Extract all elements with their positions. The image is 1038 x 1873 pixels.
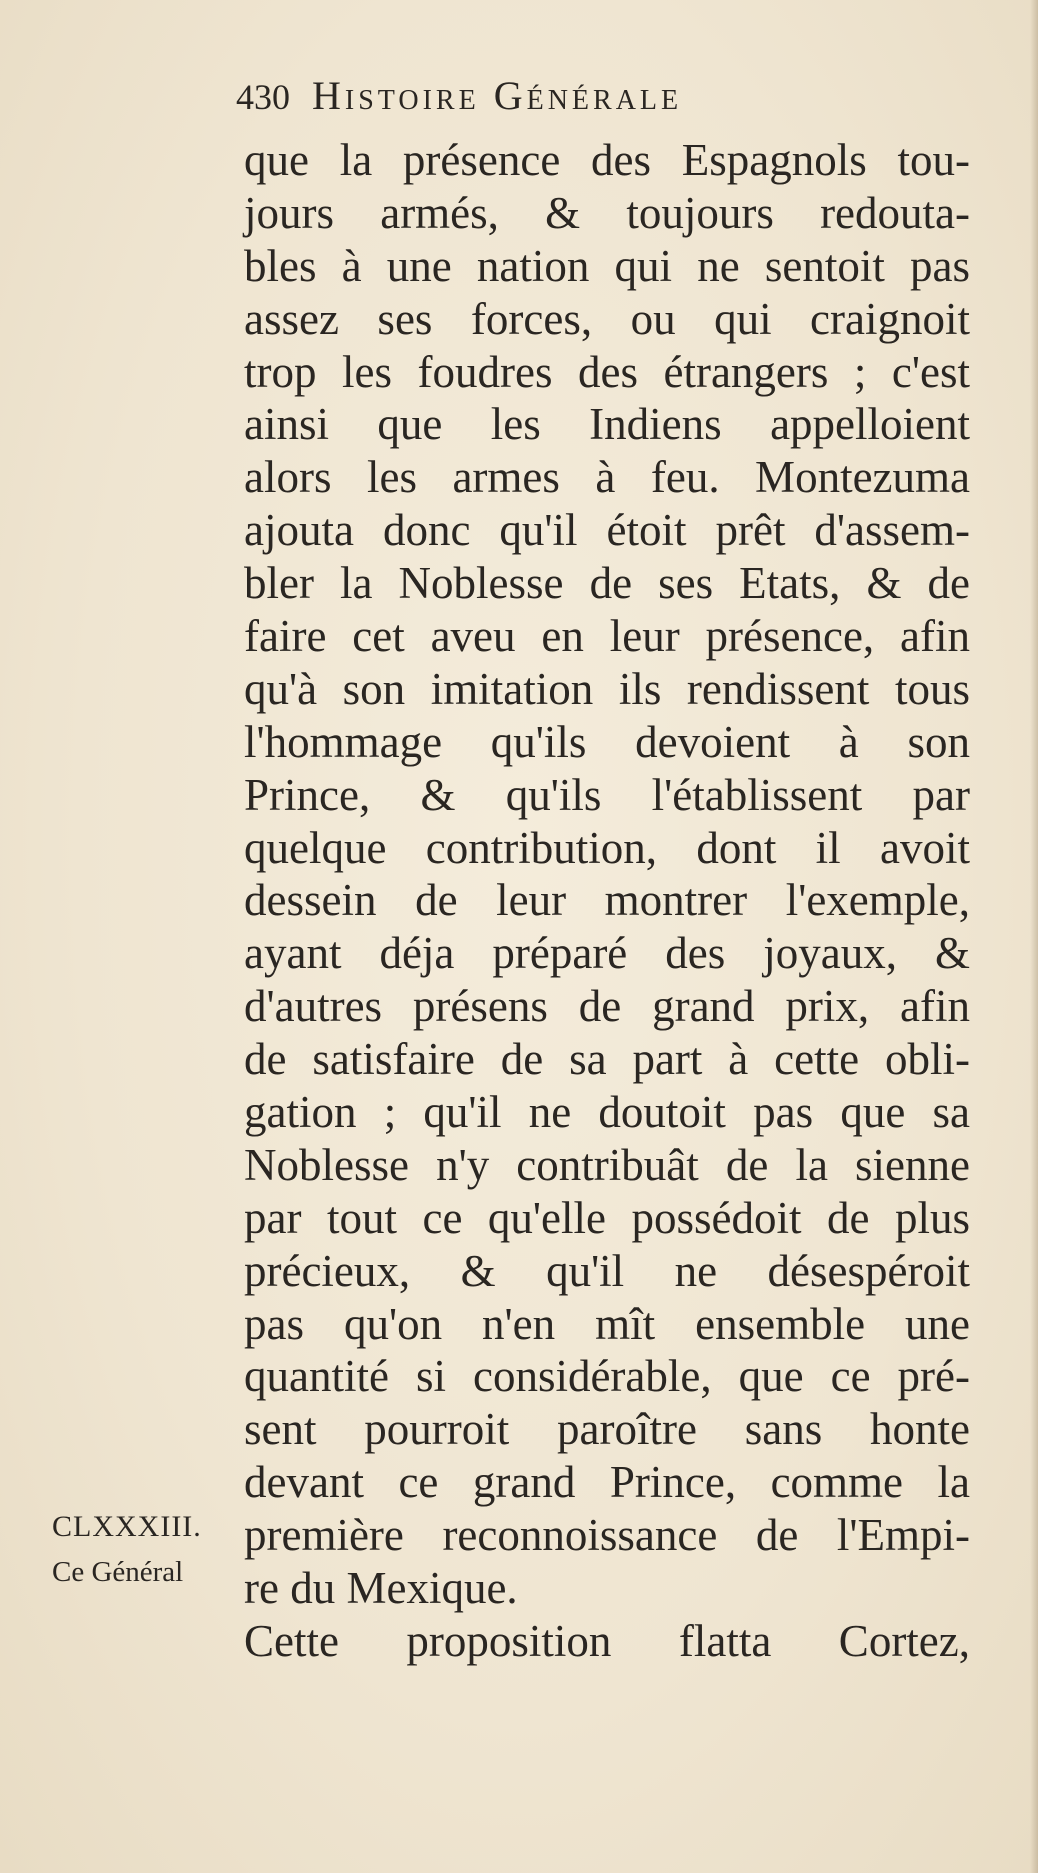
text-line: faire cet aveu en leur présence, afin [244, 611, 970, 662]
page-edge-shadow [1030, 0, 1038, 1873]
text-line: Noblesse n'y contribuât de la sienne [244, 1139, 970, 1190]
text-line: Prince, & qu'ils l'établissent par [244, 769, 970, 820]
text-line: dessein de leur montrer l'exemple, [244, 875, 970, 926]
text-line: première reconnoissance de l'Empi- [244, 1510, 970, 1561]
marginal-note: Ce Général [52, 1556, 184, 1588]
text-line: sent pourroit paroître sans honte [244, 1404, 970, 1455]
text-line: que la présence des Espagnols tou- [244, 135, 970, 185]
running-title: Histoire Générale [312, 73, 683, 118]
text-line: quelque contribution, dont il avoit [244, 822, 970, 873]
body-text [244, 134, 970, 1668]
text-line: bler la Noblesse de ses Etats, & de [244, 558, 970, 609]
text-line: re du Mexique. [244, 1563, 518, 1614]
text-line: devant ce grand Prince, comme la [244, 1457, 970, 1508]
text-line: quantité si considérable, que ce pré- [244, 1351, 970, 1402]
text-line: pas qu'on n'en mît ensemble une [244, 1298, 970, 1349]
text-line: ajouta donc qu'il étoit prêt d'assem- [244, 505, 970, 556]
running-head [236, 72, 956, 122]
text-line: ayant déja préparé des joyaux, & [244, 928, 970, 979]
text-line: gation ; qu'il ne doutoit pas que sa [244, 1087, 970, 1138]
text-line: précieux, & qu'il ne désespéroit [244, 1245, 970, 1296]
text-line: de satisfaire de sa part à cette obli- [244, 1034, 970, 1085]
marginal-chapter-number: CLXXXIII. [52, 1510, 202, 1543]
page-number: 430 [236, 77, 290, 117]
text-line: ainsi que les Indiens appelloient [244, 399, 970, 450]
text-line: qu'à son imitation ils rendissent tous [244, 663, 970, 714]
text-line: Cette proposition flatta Cortez, [244, 1615, 970, 1666]
text-line: alors les armes à feu. Montezuma [244, 452, 970, 503]
text-line: jours armés, & toujours redouta- [244, 187, 970, 238]
text-line: d'autres présens de grand prix, afin [244, 981, 970, 1032]
text-line: l'hommage qu'ils devoient à son [244, 716, 970, 767]
text-line: trop les foudres des étrangers ; c'est [244, 346, 970, 397]
text-line: par tout ce qu'elle possédoit de plus [244, 1192, 970, 1243]
text-line: assez ses forces, ou qui craignoit [244, 293, 970, 344]
text-line: bles à une nation qui ne sentoit pas [244, 240, 970, 291]
